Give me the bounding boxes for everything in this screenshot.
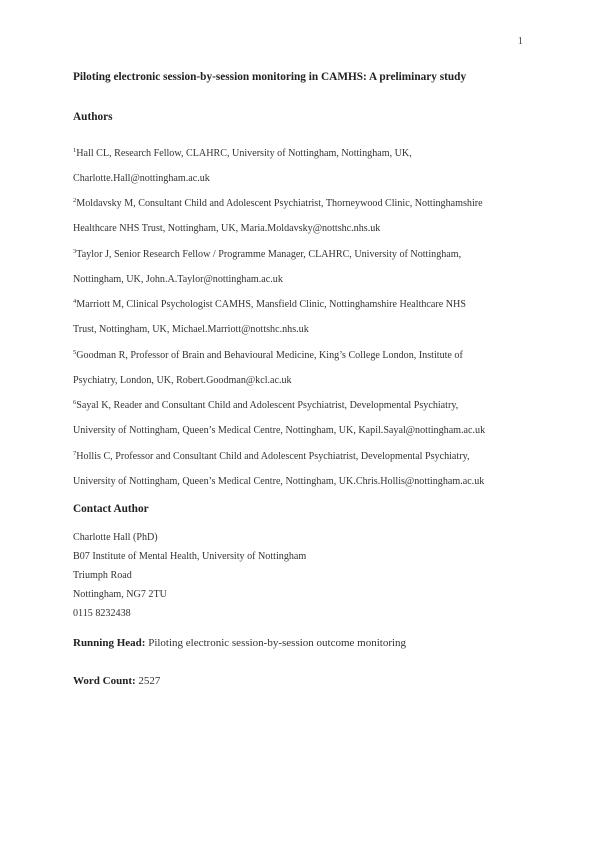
affiliation-number: 1 (73, 147, 77, 154)
author-entry-2-line-2: Healthcare NHS Trust, Nottingham, UK, Maria.Moldavsky@nottshc.nhs.uk (73, 223, 381, 234)
page-number: 1 (517, 36, 523, 47)
author-entry-7-line-1 (73, 451, 470, 462)
word-count (73, 675, 160, 687)
running-head-value: Piloting electronic session-by-session outcome monitoring (148, 637, 407, 649)
contact-author-heading: Contact Author (73, 503, 149, 515)
author-entry-3-line-2: Nottingham, UK, John.A.Taylor@nottingham.ac.uk (73, 274, 283, 285)
author-text: Hall CL, Research Fellow, CLAHRC, University of Nottingham, Nottingham, UK, (76, 148, 412, 159)
author-text: Sayal K, Reader and Consultant Child and Adolescent Psychiatrist, Developmental Psychiatry, (76, 400, 459, 411)
word-count-label: Word Count: (73, 675, 136, 687)
running-head-label: Running Head: (73, 637, 146, 649)
running-head (73, 637, 406, 649)
author-entry-1-line-2: Charlotte.Hall@nottingham.ac.uk (73, 173, 210, 184)
author-entry-1-line-1 (73, 148, 412, 159)
author-text: Goodman R, Professor of Brain and Behavioural Medicine, King’s College London, Institute of (76, 350, 463, 361)
contact-line: B07 Institute of Mental Health, University of Nottingham (73, 551, 307, 562)
contact-line: Triumph Road (73, 570, 132, 581)
word-count-value: 2527 (138, 675, 161, 687)
affiliation-number: 6 (73, 399, 77, 406)
author-text: Taylor J, Senior Research Fellow / Programme Manager, CLAHRC, University of Nottingham, (76, 249, 462, 260)
author-text: Moldavsky M, Consultant Child and Adolescent Psychiatrist, Thorneywood Clinic, Nottinghamshire (76, 198, 483, 209)
affiliation-number: 4 (73, 298, 77, 305)
affiliation-number: 7 (73, 450, 77, 457)
author-text: Marriott M, Clinical Psychologist CAMHS, Mansfield Clinic, Nottinghamshire Healthcare NHS (76, 299, 466, 310)
author-entry-2-line-1 (73, 198, 483, 209)
affiliation-number: 2 (73, 197, 77, 204)
paper-title: Piloting electronic session-by-session monitoring in CAMHS: A preliminary study (73, 71, 467, 83)
author-entry-3-line-1 (73, 249, 461, 260)
author-entry-4-line-2: Trust, Nottingham, UK, Michael.Marriott@nottshc.nhs.uk (73, 324, 309, 335)
author-entry-4-line-1 (73, 299, 466, 310)
author-entry-5-line-2: Psychiatry, London, UK, Robert.Goodman@kcl.ac.uk (73, 375, 292, 386)
contact-line: Nottingham, NG7 2TU (73, 589, 167, 600)
contact-line: 0115 8232438 (73, 608, 131, 619)
affiliation-number: 5 (73, 349, 77, 356)
author-entry-5-line-1 (73, 350, 463, 361)
author-entry-6-line-1 (73, 400, 458, 411)
contact-line: Charlotte Hall (PhD) (73, 532, 158, 543)
author-text: Hollis C, Professor and Consultant Child and Adolescent Psychiatrist, Developmental Psychiatry, (76, 451, 470, 462)
author-entry-6-line-2: University of Nottingham, Queen’s Medical Centre, Nottingham, UK, Kapil.Sayal@nottingham.ac.uk (73, 425, 486, 436)
authors-heading: Authors (73, 111, 113, 123)
affiliation-number: 3 (73, 248, 77, 255)
author-entry-7-line-2: University of Nottingham, Queen’s Medical Centre, Nottingham, UK.Chris.Hollis@nottingham.ac.uk (73, 476, 485, 487)
